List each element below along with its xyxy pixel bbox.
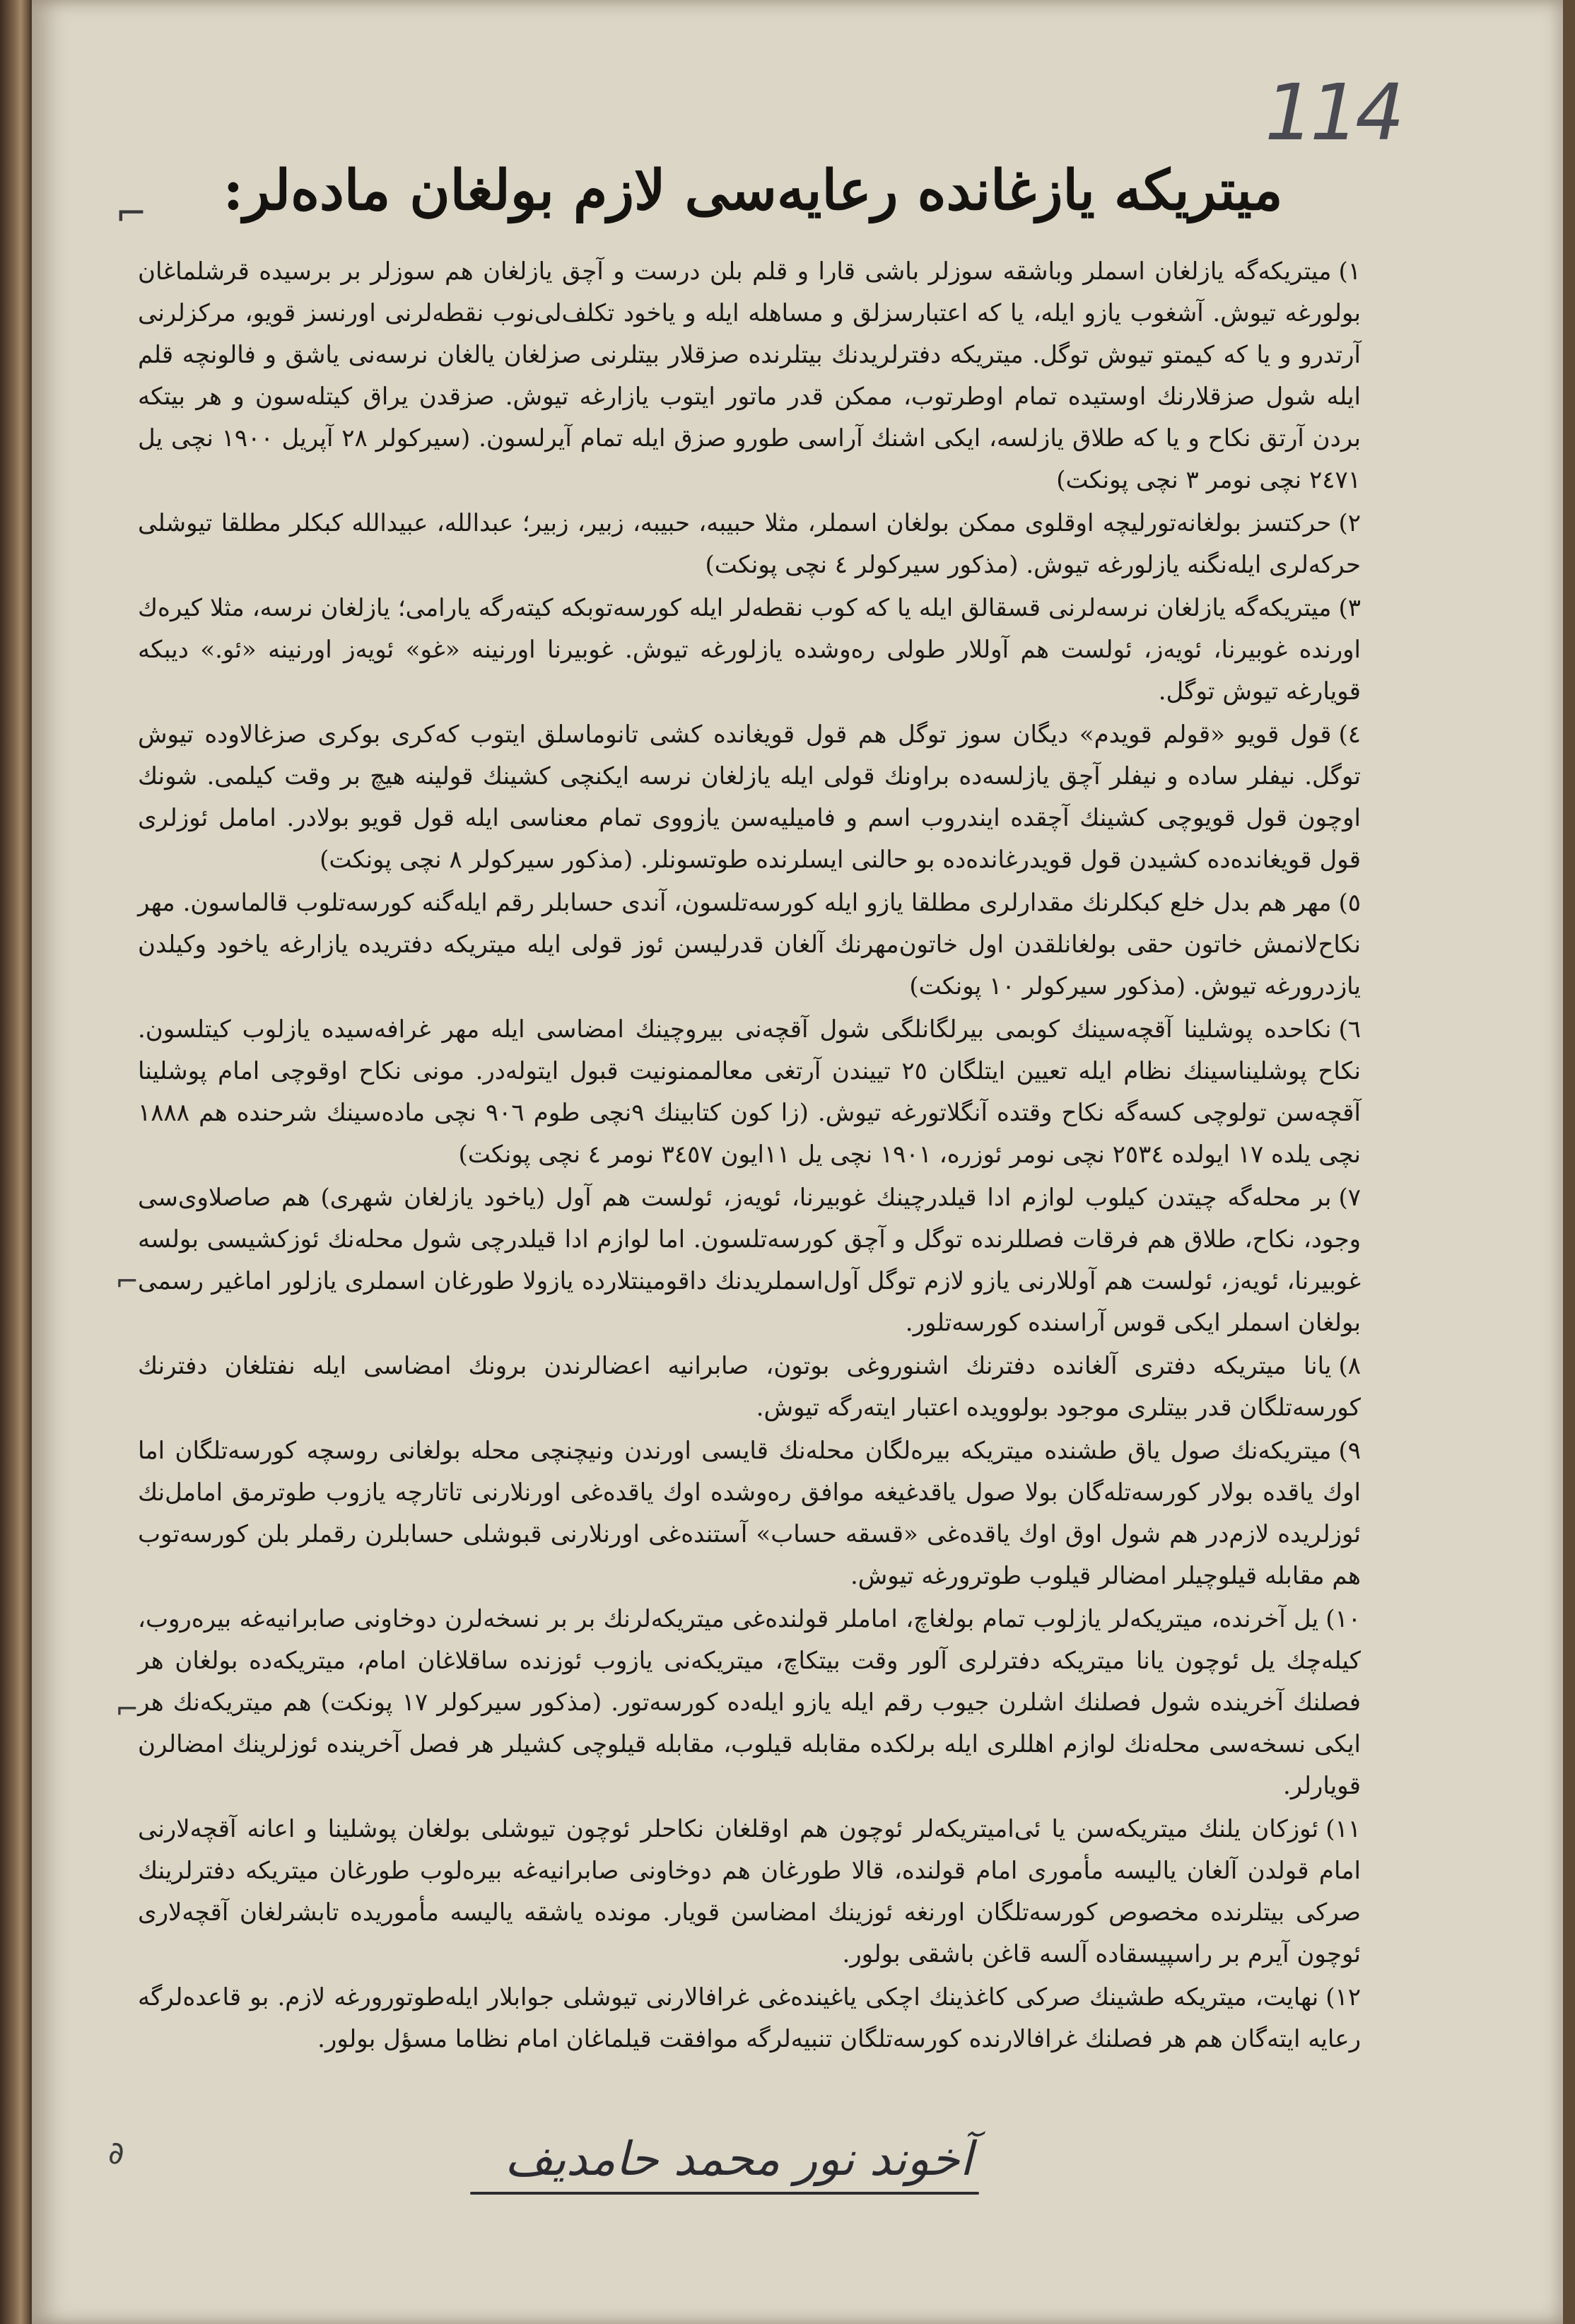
paragraph-5 (138, 882, 1361, 1008)
paragraph-text: ئوزکان یلنك میتریکه‌سن یا ئی‌امیتریکه‌لر ئوچون هم اوقلغان نکاحلر ئوچون تیوشلی بولغان پوشلینا و اعانه آقچه‌لارنی امام قولدن آلغان یالیسه مأموری امام قولنده، قالا طورغان هم دوخاونی صابرانیه‌غه بیره‌لوب طورغان میتریکه دفترلرینك صرکی بیتلرنده مخصوص کورسه‌تلگان اورنغه ئوزینك امضاسن قویار. مونده یاشقه یالیسه مأموریده تابشرلغان آقچه‌لاری ئوچون آیرم بر راسپیسقاده آلسه قاغن باشقی بولور. (138, 1815, 1361, 1968)
paragraph-10 (138, 1599, 1361, 1807)
paragraph-number: ٤) (1338, 720, 1361, 749)
paragraph-number: ١٢) (1325, 1983, 1361, 2011)
signature-flourish (470, 2192, 979, 2195)
signature: آخوند نور محمد حامدیف (505, 2132, 973, 2186)
paragraph-8 (138, 1345, 1361, 1429)
paragraph-12 (138, 1977, 1361, 2060)
paragraph-text: یل آخرنده، میتریکه‌لر یازلوب تمام بولغاچ، اماملر قولنده‌غی میتریکه‌لرنك بر بر نسخه‌لرن دوخاونی صابرانیه‌غه بیره‌روب، کیله‌چك یل ئوچون یانا میتریکه دفترلری آلور وقت بیتکاچ، میتریکه‌نی یازوب ئوزنده ساقلاغان امام، میتریکه‌ده بولغان هر فصلنك آخرینده شول فصلنك اشلرن جیوب رقم ایله یازو ایله‌ده کورسه‌تور. (مذکور سیرکولر ١٧ پونکت) هم میتریکه‌نك هر ایکی نسخه‌سی محله‌نك لوازم اهللری ایله برلکده مقابله قیلوب، مقابله قیلوچی کشیلر هر فصل آخرینده ئوزلرینك امضالرن قویارلر. (138, 1605, 1361, 1800)
paragraph-number: ١) (1338, 257, 1361, 286)
folio-number: 114 (1265, 67, 1400, 158)
paragraph-text: یانا میتریکه دفتری آلغانده دفترنك اشنوروغی بوتون، صابرانیه اعضالرندن برونك امضاسی ایله نفتلغان دفترنك کورسه‌تلگان قدر بیتلری موجود بولوویده اعتبار ایته‌رگه تیوش. (138, 1352, 1361, 1422)
paragraph-11 (138, 1809, 1361, 1975)
margin-hook-mark: ⌐ (115, 1266, 139, 1298)
paragraph-number: ٢) (1338, 509, 1361, 537)
paragraph-text: نهایت، میتریکه طشینك صرکی کاغذینك اچکی یاغینده‌غی غرافالارنی تیوشلی جوابلار ایله‌طوتورورغه لازم. بو قاعده‌لرگه رعایه ایته‌گان هم هر فصلنك غرافالارنده کورسه‌تلگان تنبیه‌لرگه موافقت قیلماغان امام نظاما مسؤل بولور. (138, 1983, 1361, 2053)
margin-hook-mark: ⌐ (115, 1693, 139, 1726)
paragraph-number: ٥) (1338, 889, 1361, 917)
body-text (138, 251, 1361, 2062)
book-spine (0, 0, 30, 2324)
paragraph-text: مهر هم بدل خلع کبکلرنك مقدارلری مطلقا یازو ایله کورسه‌تلسون، آندی حسابلر رقم ایله‌گنه کورسه‌تلوب قالماسون. مهر نکاح‌لانمش خاتون حقی بولغانلقدن اول خاتون‌مهرنك آلغان قدرلیسن ئوز قولی ایله میتریکه دفتریده یازارغه یاخود وکیلدن یازدرورغه تیوش. (مذکور سیرکولر ١٠ پونکت) (138, 889, 1361, 1000)
paragraph-number: ١٠) (1325, 1605, 1361, 1633)
paragraph-text: میتریکه‌گه یازلغان اسملر وباشقه سوزلر باشی قارا و قلم بلن درست و آچق یازلغان هم سوزلر بر برسیده قرشلماغان بولورغه تیوش. آشغوب یازو ایله، یا که اعتبارسزلق و مساهله ایله و یاخود تکلف‌لی‌نوب نقطه‌لرنی اورنسز قویو، مرکزلرنی آرتدرو و یا که کیمتو تیوش توگل. میتریکه دفترلریدنك بیتلرنده صزقلار بیتلرنی صزلغان یالغان نرسه‌نی یاشق و فالونچه قلم ایله شول صزقلارنك اوستیده تمام اوطرتوب، ممکن قدر ماتور ایتوب یازارغه تیوش. صزقدن یراق کیتله‌سون و هر بیتکه بردن آرتق نکاح و یا که طلاق یازلسه، ایکی اشنك آراسی طورو صزق ایله تمام آیرلسون. (سیرکولر ٢٨ آپریل ١٩٠٠ نچی یل ٢٤٧١ نچی نومر ٣ نچی پونکت) (138, 257, 1362, 494)
paragraph-number: ٦) (1338, 1015, 1361, 1044)
margin-bracket-mark: ⌐ (115, 191, 148, 235)
paragraph-text: میتریکه‌گه یازلغان نرسه‌لرنی قسقالق ایله یا که کوب نقطه‌لر ایله کورسه‌توبکه کیته‌رگه یارامی؛ یازلغان نرسه، مثلا کیره‌ك اورنده غوبیرنا، ئویه‌ز، ئولست هم آوللار طولی ره‌وشده یازلورغه تیوش. غوبیرنا اورنینه «غو» ئویه‌ز اورنینه «ئو.» دیبکه قویارغه تیوش توگل. (138, 594, 1361, 706)
paragraph-3 (138, 588, 1361, 713)
paragraph-text: حرکتسز بولغانه‌تورلیچه اوقلوی ممکن بولغان اسملر، مثلا حبیبه، حبیبه، زبیر، زبیر؛ عبدالله، عبیدالله کبکلر مطلقا تیوشلی حرکه‌لری ایله‌نگنه یازلورغه تیوش. (مذکور سیرکولر ٤ نچی پونکت) (138, 509, 1361, 579)
paragraph-number: ٣) (1338, 594, 1361, 622)
paragraph-text: نکاحده پوشلینا آقچه‌سینك کوبمی بیرلگانلگی شول آقچه‌نی بیروچینك امضاسی ایله مهر غرافه‌سیده یازلوب کیتلسون. نکاح پوشلیناسینك نظام ایله تعیین ایتلگان ٢٥ تییندن آرتغی معالممنونیت قبول ایتوله‌در. مونی نکاح اوقوچی امام پوشلینا آقچه‌سن تولوچی کسه‌گه نکاح وقتده آنگلاتورغه تیوش. (زا کون کتابینك ٩نچی طوم ٩٠٦ نچی ماده‌سینك شرحنده هم ١٨٨٨ نچی یلده ١٧ ایولده ٢٥٣٤ نچی نومر ئوزره، ١٩٠١ نچی یل ١١ایون ٣٤٥٧ نومر ٤ نچی پونکت) (138, 1015, 1361, 1169)
paragraph-number: ٧) (1338, 1184, 1361, 1212)
paragraph-text: بر محله‌گه چیتدن کیلوب لوازم ادا قیلدرچینك غوبیرنا، ئویه‌ز، ئولست هم آول (یاخود یازلغان شهری) هم صاصلاوی‌سی وجود، نکاح، طلاق هم فرقات فصللرنده توگل و آچق کورسه‌تلسون. اما لوازم ادا قیلدرچی شول محله‌نك ئوزکشیسی بولسه غوبیرنا، ئویه‌ز، ئولست هم آوللارنی یازو لازم توگل آول‌اسملریدنك داقومینتلارده یازولا طورغان اسملری یازلور اماغیر رسمی بولغان اسملر ایکی قوس آراسنده کورسه‌تلور. (138, 1184, 1361, 1337)
paragraph-text: قول قویو «قولم قویدم» دیگان سوز توگل هم قول قویغانده کشی تانوماسلق ایتوب که‌کری بوکری صزغالاوده تیوش توگل. نیفلر ساده و نیفلر آچق یازلسه‌ده براونك قولی ایله یازلغان نرسه ایکنچی کشینك قولینه هیچ بر وقت کیلمی. شونك اوچون قول قویوچی کشینك آچقده ایندروب اسم و فامیلیه‌سن یازووی تمام معناسی ایله قول قویو بولادر. امامل ئوزلری قول قویغانده‌ده کشیدن قول قویدرغانده‌ده بو حالنی ایسلرنده طوتسونلر. (مذکور سیرکولر ٨ نچی پونکت) (138, 720, 1361, 874)
paragraph-9 (138, 1430, 1361, 1597)
paragraph-2 (138, 503, 1361, 586)
paragraph-6 (138, 1009, 1361, 1176)
paragraph-number: ٩) (1338, 1437, 1361, 1465)
paragraph-7 (138, 1177, 1361, 1344)
paragraph-number: ١١) (1325, 1815, 1361, 1843)
paragraph-1 (138, 251, 1361, 501)
page-title: میتریکه یازغانده رعایه‌سی لازم بولغان ماده‌لر: (223, 158, 1283, 223)
paragraph-4 (138, 714, 1361, 881)
document-page (30, 0, 1563, 2324)
paragraph-number: ٨) (1338, 1352, 1361, 1380)
margin-hook-mark: ∂ (108, 2135, 124, 2171)
paragraph-text: میتریکه‌نك صول یاق طشنده میتریکه بیره‌لگان محله‌نك قایسی اورندن ونیچنچی محله بولغانی روسچه کورسه‌تلگان اما اوك یاقده بولار کورسه‌تله‌گان بولا صول یاقدغیغه موافق ره‌وشده اوك یاقده‌غی اورنلارنی تاتارچه یازوب طوترمق امامل‌نك ئوزلریده لازم‌در هم شول اوق اوك یاقده‌غی «قسقه حساب» آستنده‌غی اورنلارنی قبوشلی حسابلرن رقملر بلن کورسه‌توب هم مقابله قیلوچیلر امضالر قیلوب طوترورغه تیوش. (138, 1437, 1361, 1590)
